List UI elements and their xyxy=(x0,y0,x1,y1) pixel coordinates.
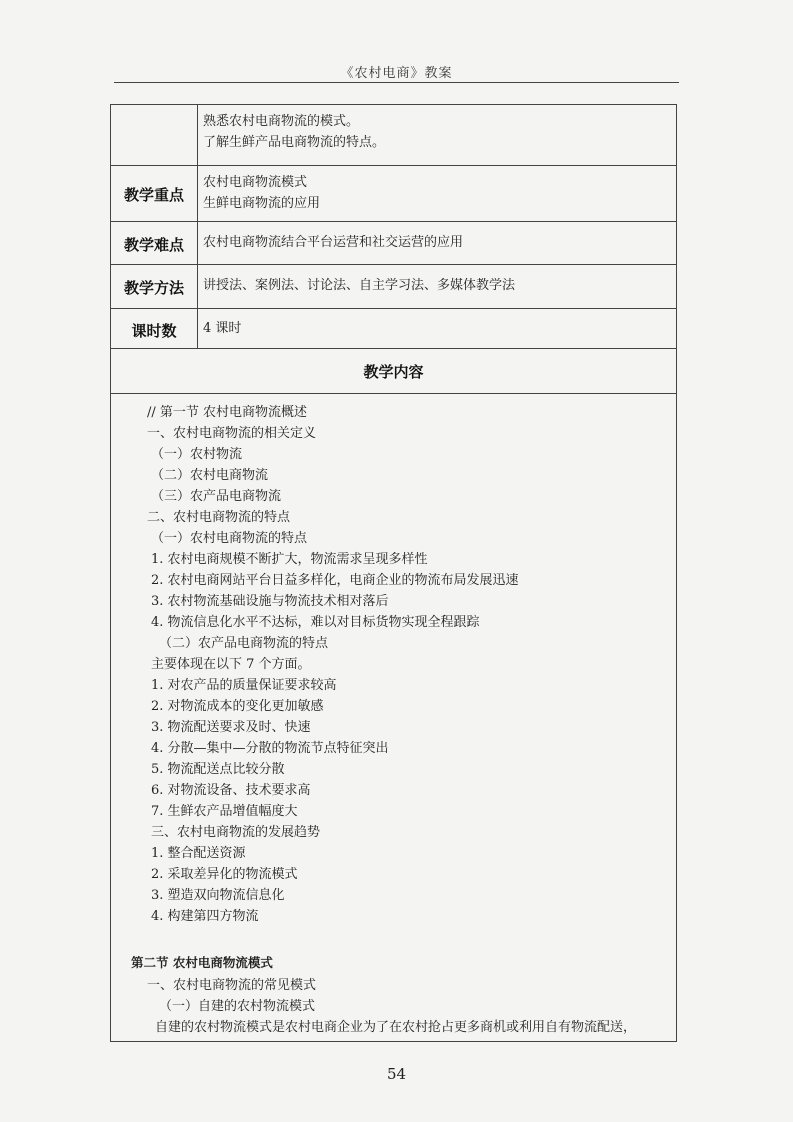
content-line: 1. 对农产品的质量保证要求较高 xyxy=(151,678,337,693)
content-line: 2. 采取差异化的物流模式 xyxy=(151,867,298,882)
content-title: 教学内容 xyxy=(363,363,424,381)
content-line: 一、农村电商物流的常见模式 xyxy=(147,978,317,993)
content-line: （一）农村电商物流的特点 xyxy=(151,531,308,546)
key-point-2: 生鲜电商物流的应用 xyxy=(203,196,321,211)
content-title-row xyxy=(111,349,676,394)
methods-row xyxy=(111,265,676,309)
content-line: 1. 农村电商规模不断扩大，物流需求呈现多样性 xyxy=(151,552,428,567)
content-line: 3. 物流配送要求及时、快速 xyxy=(151,720,311,735)
methods-label: 教学方法 xyxy=(123,279,184,297)
content-line: 2. 对物流成本的变化更加敏感 xyxy=(151,699,324,714)
content-line: 2. 农村电商网站平台日益多样化，电商企业的物流布局发展迅速 xyxy=(151,573,519,588)
lesson-plan-table xyxy=(110,104,677,1042)
hours-row xyxy=(111,309,676,349)
header-rule xyxy=(114,82,679,83)
hours-label: 课时数 xyxy=(131,322,177,340)
content-line: 二、农村电商物流的特点 xyxy=(147,510,291,525)
key-points-label: 教学重点 xyxy=(123,186,184,204)
content-line: 主要体现在以下 7 个方面。 xyxy=(151,657,311,672)
content-line: （二）农村电商物流 xyxy=(151,468,269,483)
content-line: 1. 整合配送资源 xyxy=(151,846,246,861)
hours-value: 4 课时 xyxy=(203,321,242,336)
content-line: 7. 生鲜农产品增值幅度大 xyxy=(151,804,298,819)
page-number: 54 xyxy=(386,1065,407,1083)
objective-line-1: 熟悉农村电商物流的模式。 xyxy=(203,114,360,129)
content-line: 4. 分散—集中—分散的物流节点特征突出 xyxy=(151,741,389,756)
content-line: 三、农村电商物流的发展趋势 xyxy=(151,825,321,840)
content-line: 5. 物流配送点比较分散 xyxy=(151,762,285,777)
header-title: 《农村电商》教案 xyxy=(340,66,453,81)
content-line: （二）农产品电商物流的特点 xyxy=(159,636,329,651)
difficulties-value: 农村电商物流结合平台运营和社交运营的应用 xyxy=(203,235,464,250)
content-line: 3. 塑造双向物流信息化 xyxy=(151,888,285,903)
key-points-row xyxy=(111,166,676,222)
content-line: 一、农村电商物流的相关定义 xyxy=(147,426,317,441)
difficulties-row xyxy=(111,222,676,265)
difficulties-label: 教学难点 xyxy=(123,236,184,254)
content-line: // 第一节 农村电商物流概述 xyxy=(147,405,308,420)
methods-value: 讲授法、案例法、讨论法、自主学习法、多媒体教学法 xyxy=(203,278,516,293)
content-line: 3. 农村物流基础设施与物流技术相对落后 xyxy=(151,594,389,609)
content-line: 自建的农村物流模式是农村电商企业为了在农村抢占更多商机或利用自有物流配送， xyxy=(155,1020,637,1035)
key-point-1: 农村电商物流模式 xyxy=(203,175,308,190)
objective-line-2: 了解生鲜产品电商物流的特点。 xyxy=(203,135,386,150)
content-line: （一）农村物流 xyxy=(151,447,243,462)
content-line: 4. 物流信息化水平不达标，难以对目标货物实现全程跟踪 xyxy=(151,615,480,630)
content-line: （一）自建的农村物流模式 xyxy=(159,999,316,1014)
content-line: （三）农产品电商物流 xyxy=(151,489,282,504)
objectives-row xyxy=(111,105,676,166)
content-line: 4. 构建第四方物流 xyxy=(151,909,259,924)
content-line: 6. 对物流设备、技术要求高 xyxy=(151,783,311,798)
section-2-title: 第二节 农村电商物流模式 xyxy=(131,955,273,970)
